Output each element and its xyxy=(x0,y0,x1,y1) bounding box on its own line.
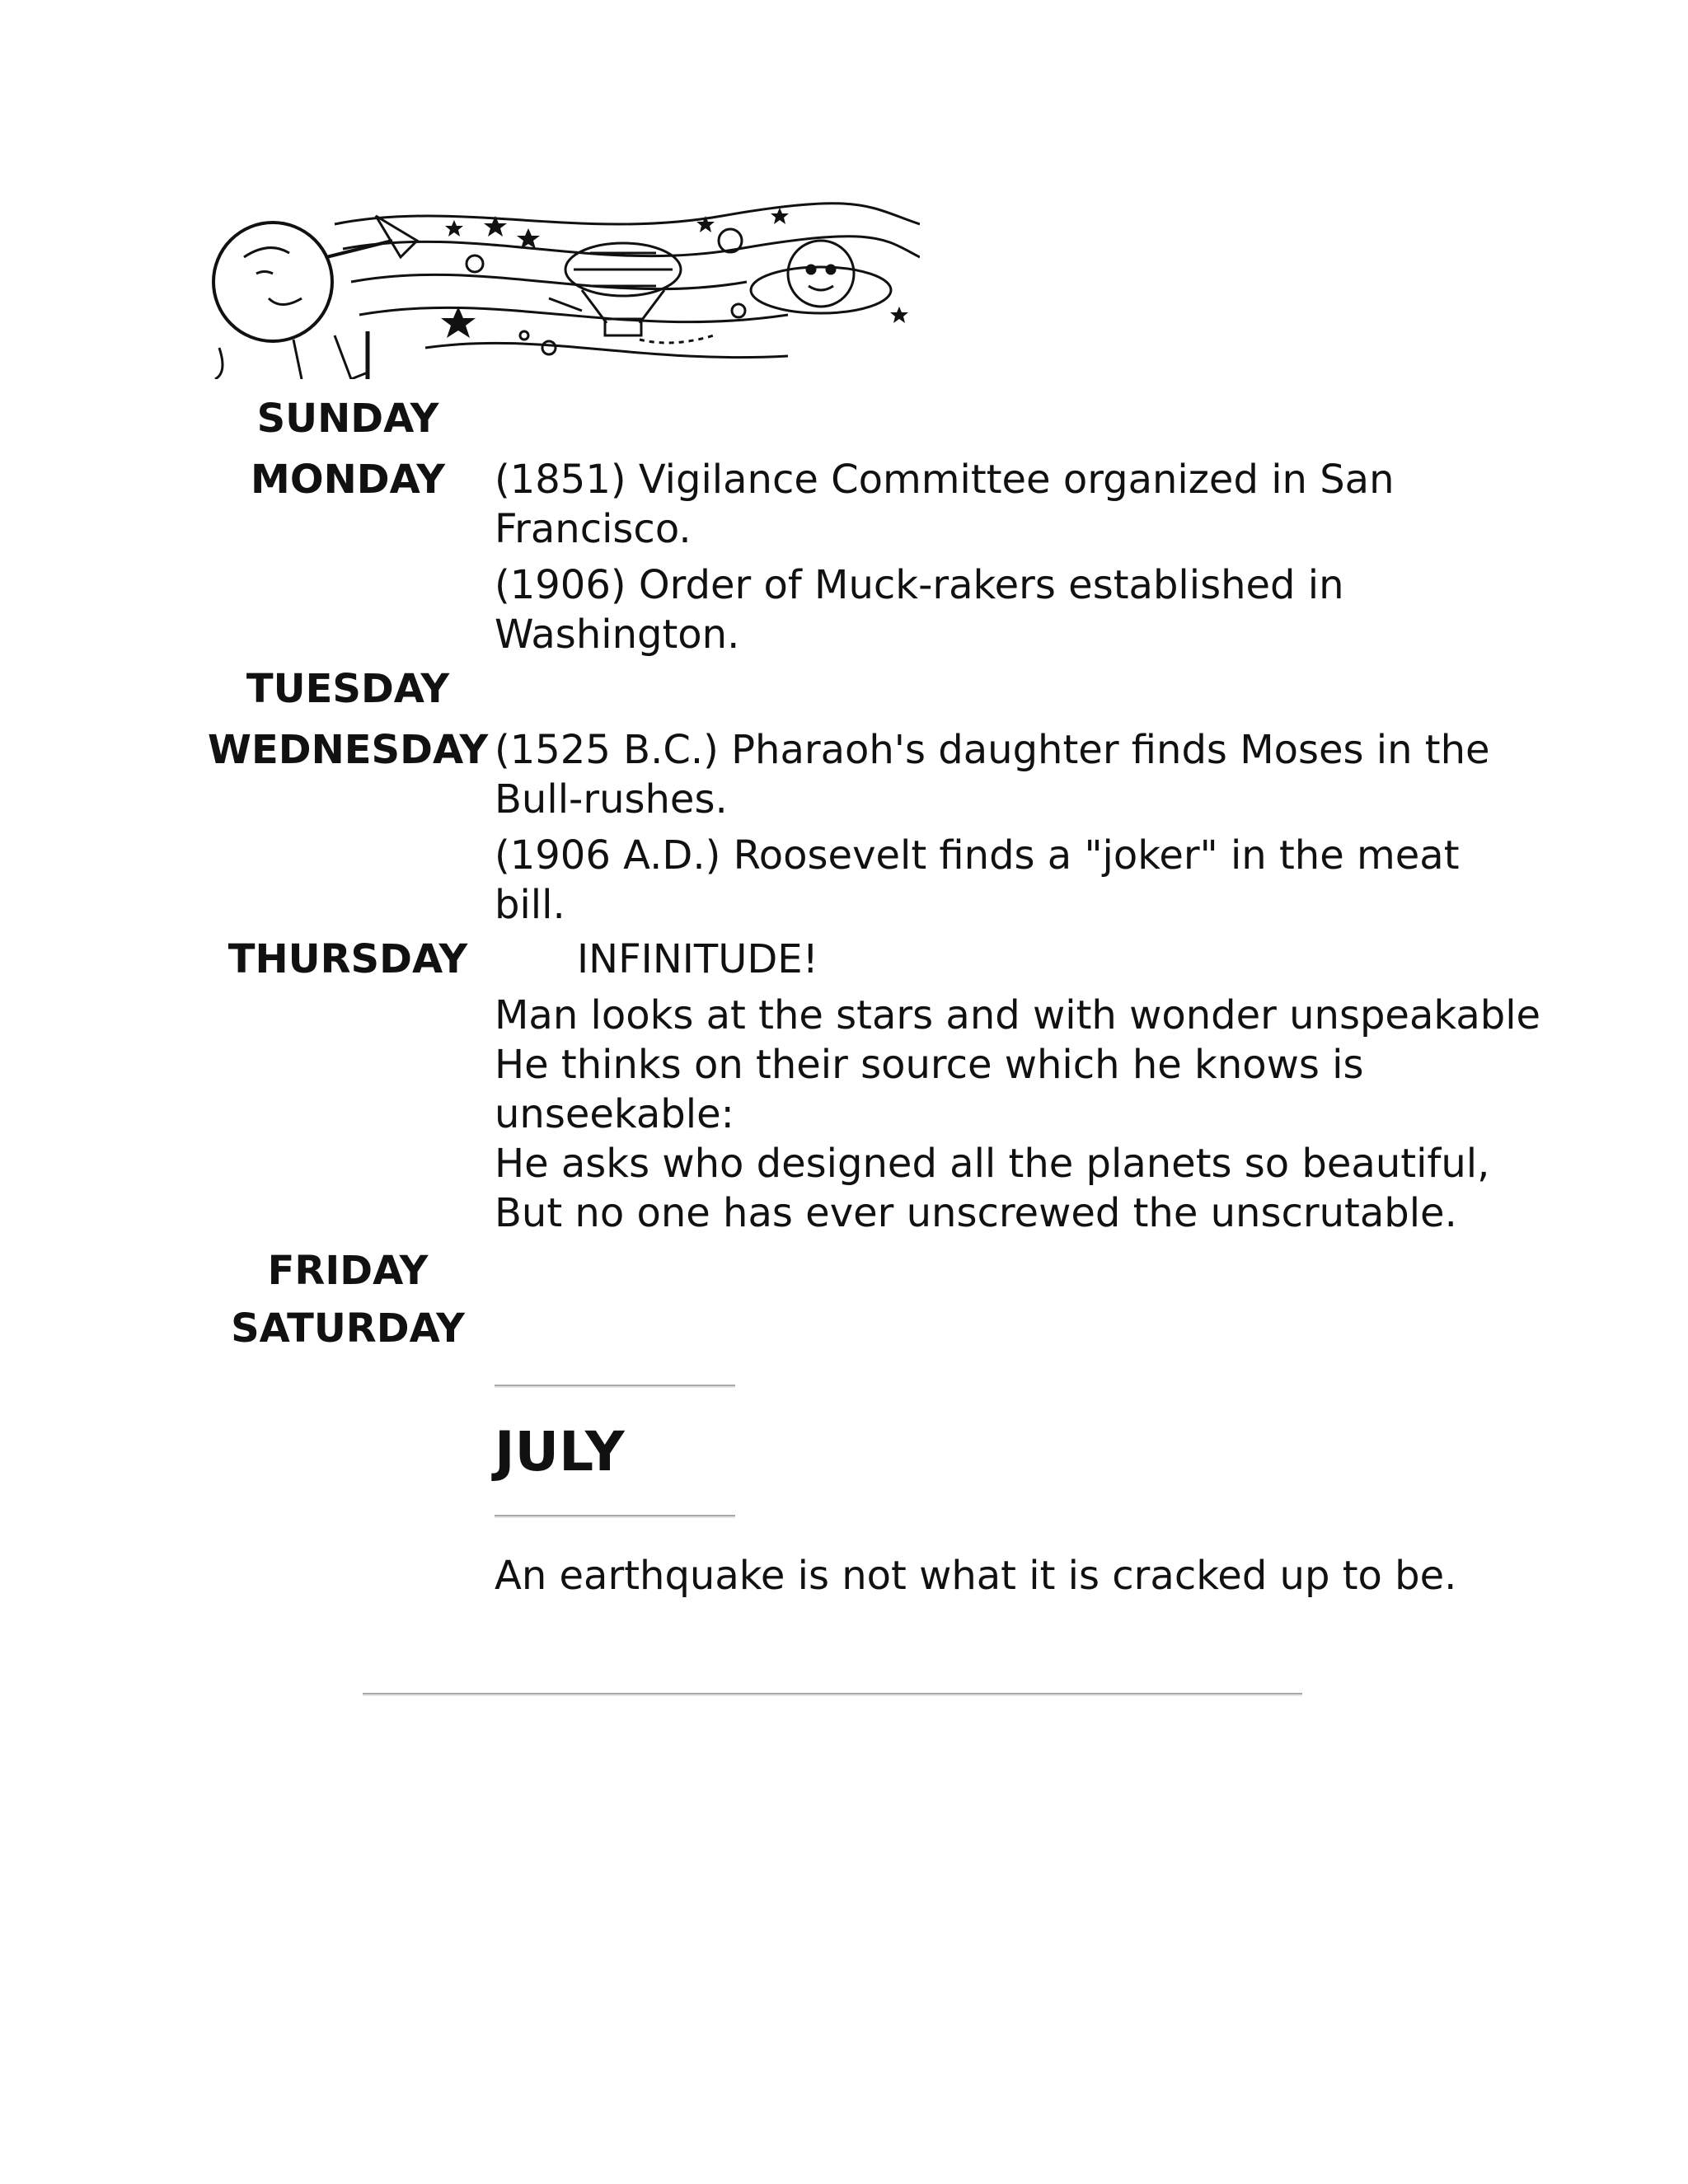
poem-line: He asks who designed all the planets so beautiful, xyxy=(495,1141,1490,1187)
thursday-poem xyxy=(495,991,1541,1238)
celestial-banner-illustration xyxy=(211,191,920,379)
poem-line: But no one has ever unscrewed the unscrutable. xyxy=(495,1190,1457,1236)
page-divider xyxy=(363,1693,1302,1696)
day-label-saturday: SATURDAY xyxy=(231,1305,465,1352)
epigram-text: An earthquake is not what it is cracked up to be. xyxy=(495,1553,1457,1599)
monday-entry xyxy=(495,560,1467,659)
day-label-wednesday: WEDNESDAY xyxy=(208,727,489,773)
wednesday-entry xyxy=(495,831,1467,930)
short-divider-top xyxy=(495,1385,735,1388)
short-divider-bottom xyxy=(495,1515,735,1518)
day-label-thursday: THURSDAY xyxy=(227,936,468,982)
poem-line: Man looks at the stars and with wonder unspeakable xyxy=(495,992,1541,1038)
entry-line: (1851) Vigilance Committee organized in San xyxy=(495,457,1395,503)
entry-line: (1906) Order of Muck-rakers established in xyxy=(495,562,1344,608)
poem-line: unseekable: xyxy=(495,1091,734,1137)
entry-line: (1525 B.C.) Pharaoh's daughter finds Moses in the xyxy=(495,727,1490,773)
wednesday-entry xyxy=(495,725,1490,824)
entry-line: (1906 A.D.) Roosevelt finds a "joker" in the meat xyxy=(495,832,1460,879)
day-label-monday: MONDAY xyxy=(251,457,445,503)
day-label-friday: FRIDAY xyxy=(267,1248,429,1294)
day-label-sunday: SUNDAY xyxy=(256,396,439,442)
entry-line: Francisco. xyxy=(495,506,692,552)
monday-entry xyxy=(495,455,1467,554)
poem-title: INFINITUDE! xyxy=(577,936,818,982)
entry-line: bill. xyxy=(495,882,565,928)
poem-line: He thinks on their source which he knows is xyxy=(495,1042,1364,1088)
epigram xyxy=(495,1551,1467,1601)
day-label-tuesday: TUESDAY xyxy=(246,666,450,712)
entry-line: Washington. xyxy=(495,612,740,658)
entry-line: Bull-rushes. xyxy=(495,776,728,823)
month-title: JULY xyxy=(495,1420,625,1483)
